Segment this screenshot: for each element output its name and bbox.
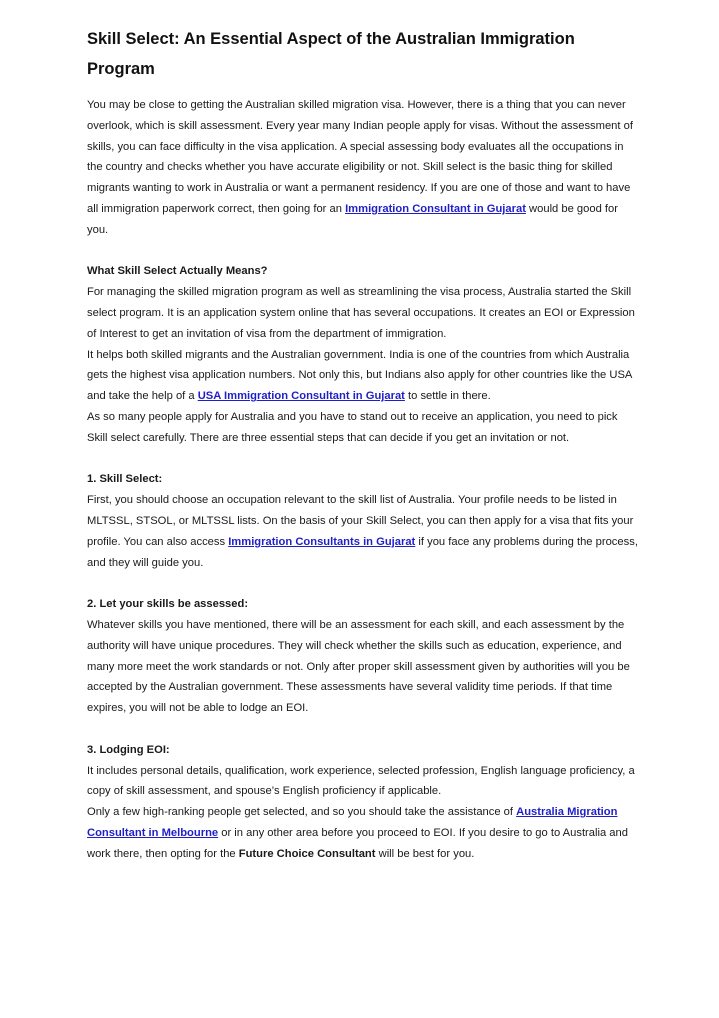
meaning-text-end: to settle in there. — [404, 390, 491, 403]
eoi-paragraph-1: It includes personal details, qualification, work experience, selected profession, English language proficiency, a copy of skill assessment, and spouse’s English proficiency if applicable. — [87, 764, 635, 798]
heading-what-skill-select-means: What Skill Select Actually Means? — [87, 265, 268, 278]
skill-select-paragraph — [87, 490, 639, 573]
meaning-text: It helps both skilled migrants and the Australian government. India is one of the countries from which Australia gets the highest visa application numbers. Not only this, but Indians also apply for other countries like the USA and take the help of a — [87, 348, 632, 403]
link-immigration-consultant-gujarat[interactable]: Immigration Consultant in Gujarat — [345, 202, 526, 215]
future-choice-consultant: Future Choice Consultant — [238, 847, 376, 860]
link-usa-immigration-consultant[interactable]: USA Immigration Consultant in Gujarat — [197, 390, 405, 403]
assessed-paragraph: Whatever skills you have mentioned, there will be an assessment for each skill, and each assessment by the authority will have unique procedures. They will check whether the skills such as education, experience, and many more meet the work standards or not. Only after proper skill assessment given by authorities will you be accepted by the Australian government. These assessments have several validity time periods. If that time expires, you will not be able to lodge an EOI. — [87, 618, 630, 715]
intro-paragraph — [87, 95, 639, 241]
intro-text-end: would be good for you. — [87, 202, 618, 236]
link-immigration-consultants-gujarat[interactable]: Immigration Consultants in Gujarat — [228, 535, 416, 548]
heading-skills-assessed: 2. Let your skills be assessed: — [87, 598, 249, 611]
page-title: Skill Select: An Essential Aspect of the Australian Immigration Program — [87, 30, 575, 78]
eoi-text-mid: or in any other area before you proceed to EOI. If you desire to go to Australia and work there, then opting for the — [87, 826, 628, 860]
meaning-paragraph-1: For managing the skilled migration program as well as streamlining the visa process, Australia started the Skill select program. It is an application system online that has several occupations. It creates an EOI or Expression of Interest to get an invitation of visa from the department of immigration. — [87, 286, 635, 340]
skill-text: First, you should choose an occupation relevant to the skill list of Australia. Your profile needs to be listed in MLTSSL, STSOL, or MLTSSL lists. On the basis of your Skill Select, you can then apply for a visa that fits your profile. You can also access — [87, 494, 634, 548]
intro-text: You may be close to getting the Australian skilled migration visa. However, there is a thing that you can never overlook, which is skill assessment. Every year many Indian people apply for visas. Without the assessment of skills, you can face difficulty in the visa application. A special assessing body evaluates all the occupations in the country and checks whether you have accurate eligibility or not. Skill select is the basic thing for skilled migrants wanting to work in Australia or want a permanent residency. If you are one of those and want to have all immigration paperwork correct, then going for an — [87, 99, 633, 215]
skill-text-end: if you face any problems during the process, and they will guide you. — [87, 535, 638, 569]
heading-skill-select: 1. Skill Select: — [87, 473, 163, 486]
link-australia-migration-consultant-melbourne[interactable]: Australia Migration Consultant in Melbourne — [87, 806, 618, 839]
heading-lodging-eoi: 3. Lodging EOI: — [87, 743, 170, 756]
meaning-paragraph-3: As so many people apply for Australia and you have to stand out to receive an application, you need to pick Skill select carefully. There are three essential steps that can decide if you get an invitation or not. — [87, 410, 618, 444]
meaning-paragraph-2 — [87, 345, 639, 407]
eoi-text-end: will be best for you. — [375, 847, 475, 860]
eoi-text: Only a few high-ranking people get selected, and so you should take the assistance of — [87, 806, 517, 819]
eoi-paragraph-2 — [87, 802, 639, 864]
